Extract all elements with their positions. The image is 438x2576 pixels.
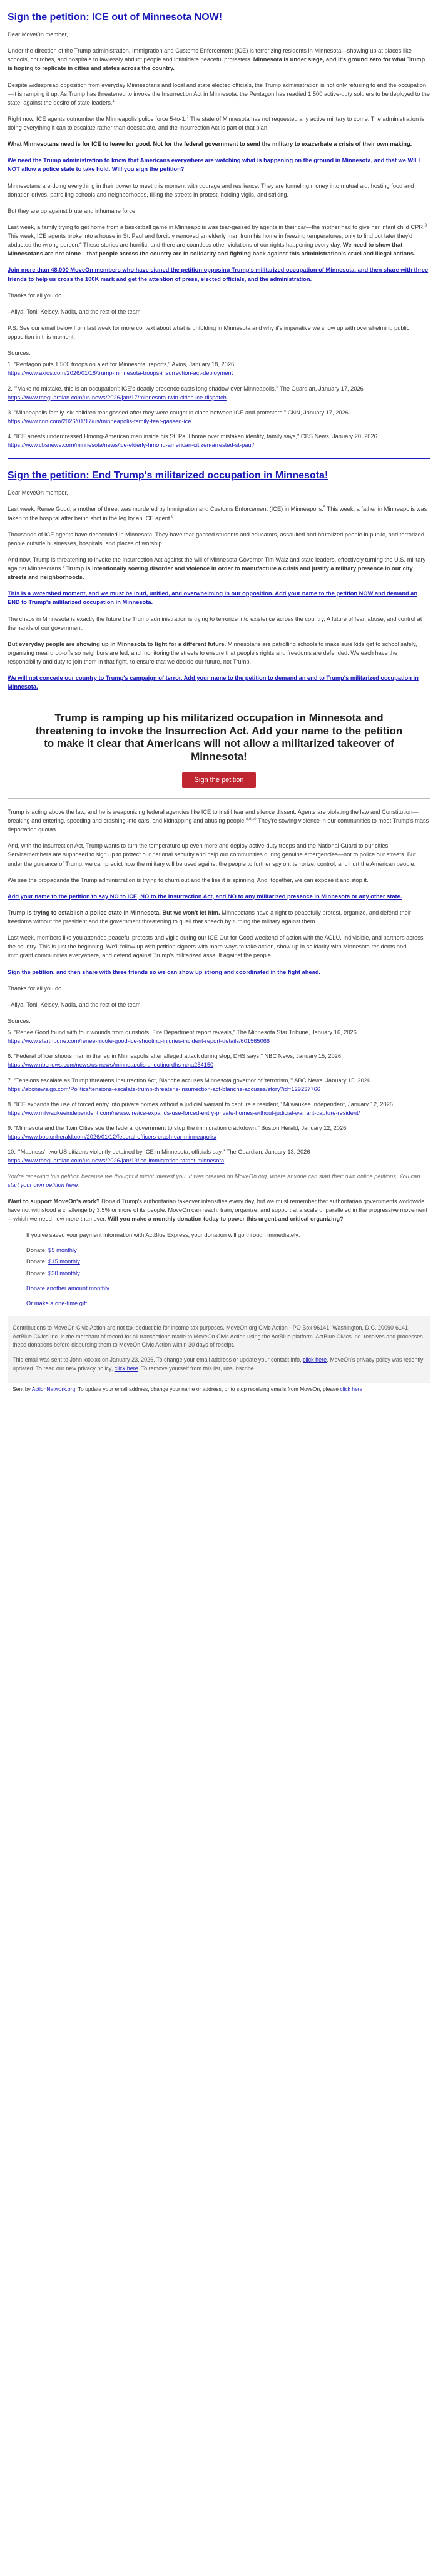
petition-link[interactable]: Sign the petition, and then share with three friends so we can show up strong and coordinated in the fight ahead. xyxy=(8,968,321,975)
source-item: 8. "ICE expands the use of forced entry into private homes without a judicial warrant to capture a resident," Milwaukee Independent, January 12, 2026 https://www.milwaukeeindependent.com/newswire/ice-expands-use-forced-entry-private-homes-without-judicial-warrant-capture-resident/ xyxy=(8,1100,430,1117)
privacy-click-here-link[interactable]: click here xyxy=(114,1365,138,1372)
paragraph: Trump is trying to establish a police state in Minnesota. But we won't let him. Minnesotans have a right to peacefully protest, organize, and defend their freedoms without the president and the government threatening to quell that speech by turning the military against them. xyxy=(8,909,411,925)
source-item: 10. "'Madness': two US citizens violently detained by ICE in Minnesota, officials say," The Guardian, January 13, 2026 https://www.theguardian.com/us-news/2026/jan/13/ice-immigration-target-minnesota xyxy=(8,1147,430,1165)
paragraph: And, with the Insurrection Act, Trump wants to turn the temperature up even more and deploy active-duty troops and the National Guard to our cities. Servicemembers are supposed to sign up to protect our national security and help our communities during genuine emergencies—not to police our streets. But under the guidance of Trump, we can predict how the military will be used against the people to further spy on, terrorize, control, and hurt the American people. xyxy=(8,843,416,867)
signature: –Aliya, Toni, Kelsey, Nadia, and the rest of the team xyxy=(8,308,141,315)
source-link[interactable]: https://www.milwaukeeindependent.com/newswire/ice-expands-use-forced-entry-private-homes-without-judicial-warrant-capture-resident/ xyxy=(8,1109,360,1116)
source-item: 6. "Federal officer shoots man in the leg in Minneapolis after alleged attack during stop, DHS says," NBC News, January 15, 2026 https://www.nbcnews.com/news/us-news/minneapolis-shooting-dhs-rcna254150 xyxy=(8,1052,430,1069)
sign-petition-button[interactable]: Sign the petition xyxy=(182,772,257,788)
paragraph: Last week, Renee Good, a mother of three, was murdered by Immigration and Customs Enforcement (ICE) in Minneapolis.$^5$ This week, a father in Minneapolis was taken to the hospital after being shot in the leg by an ICE agent.$^6$ xyxy=(8,506,427,521)
thanks: Thanks for all you do. xyxy=(8,985,63,992)
source-item: 1. "Pentagon puts 1,500 troops on alert for Minnesota: reports," Axios, January 18, 2026 https://www.axios.com/2026/01/18/trump-minnesota-troops-insurrection-act-deployment xyxy=(8,360,430,377)
source-item: 9. "Minnesota and the Twin Cities sue the federal government to stop the immigration crackdown," Boston Herald, January 12, 2026 https://www.bostonherald.com/2026/01/12/federal-officers-crash-car-minneapolis/ xyxy=(8,1124,430,1141)
source-link[interactable]: https://www.theguardian.com/us-news/2026/jan/17/minnesota-twin-cities-ice-dispatch xyxy=(8,394,227,401)
donate-other-link[interactable]: Donate another amount monthly xyxy=(26,1285,109,1291)
footer-contact: This email was sent to John xxxxxx on January 23, 2026. To change your email address or update your contact info, click here. MoveOn's privacy policy was recently updated. To read our new privacy policy, click here. To remove yourself from this list, unsubscribe. xyxy=(13,1356,424,1372)
petition-link[interactable]: This is a watershed moment, and we must be loud, unified, and overwhelming in our opposition. Add your name to the petition NOW and demand an END to Trump's militarized occupation in Minnesota. xyxy=(8,590,418,606)
paragraph: We see the propaganda the Trump administration is trying to churn out and the lies it is spinning. And, together, we can expose it and stop it. xyxy=(8,876,369,883)
paragraph: Under the direction of the Trump administration, Immigration and Customs Enforcement (ICE) is terrorizing residents in Minnesota—showing up at places like schools, churches, and hospitals to lawlessly abduct people and intimidate peaceful protesters. Minnesota is under siege, and it's ground zero for what Trump is hoping to replicate in cities and states across the country. xyxy=(8,48,425,72)
start-petition-link[interactable]: start your own petition here xyxy=(8,1181,78,1188)
paragraph: Despite widespread opposition from everyday Minnesotans and local and state elected officials, the Trump administration is not only refusing to end the occupation—it is ramping it up. As Trump has threatened to invoke the Insurrection Act in Minnesota, the Pentagon has readied 1,500 active-duty soldiers to be deployed to the state, against the desire of state leaders.$^1$ xyxy=(8,81,430,106)
donate-block xyxy=(26,1231,430,1308)
paragraph: Last week, members like you attended peaceful protests and vigils during our ICE Out for Good weekend of action with the ACLU, Indivisible, and partners across the country. This is just the beginning. We'll follow up with petition signers with more ways to take action, show up in solidarity with Minnesota residents and immigrant communities everywhere, and defend against Trump's militarized assault against the people. xyxy=(8,935,424,959)
petition-link[interactable]: Join more than 48,000 MoveOn members who have signed the petition opposing Trump's militarized occupation of Minnesota, and then share with three friends to help us cross the 100K mark and get the attention of press, elected officials, and the administration. xyxy=(8,267,429,282)
paragraph: But everyday people are showing up in Minnesota to fight for a different future. Minnesotans are patrolling schools to make sure kids get to school safely, organizing meal drop-offs so neighbors are fed, and monitoring the streets to ensure that people's rights and freedoms are defended. We each have the responsibility and duty to join them in that fight, to ensure that we decide our future, not Trump. xyxy=(8,640,417,665)
paragraph: Right now, ICE agents outnumber the Minneapolis police force 5-to-1.$^2$ The state of Minnesota has not requested any active military to come. The administration is doing everything it can to escalate rather than deescalate, and the Insurrection Act is part of that plan. xyxy=(8,115,425,131)
source-item: 2. "'Make no mistake, this is an occupation': ICE's deadly presence casts long shadow over Minneapolis," The Guardian, January 17, 2026 https://www.theguardian.com/us-news/2026/jan/17/minnesota-twin-cities-ice-dispatch xyxy=(8,384,430,402)
callout-text: Trump is ramping up his militarized occupation in Minnesota and threatening to invoke the Insurrection Act. Add your name to the petition to make it clear that Americans will not allow a militarized takeover of Minnesota! xyxy=(35,712,403,762)
source-item: 3. "Minneapolis family, six children tear-gassed after they were caught in clash between ICE and protesters," CNN, January 17, 2026 https://www.cnn.com/2026/01/17/us/minneapolis-family-tear-gassed-ice xyxy=(8,408,430,426)
support-paragraph: Want to support MoveOn's work? Donald Trump's authoritarian takeover intensifies every day, but we must remember that authoritarian governments worldwide have not withstood a challenge by 3.5% or more of its people. MoveOn can reach, train, organize, and support at a scale unparalleled in the progressive movement—which we need now more than ever. Will you make a monthly donation today to power this urgent and critical organizing? xyxy=(8,1198,427,1223)
source-link[interactable]: https://www.cbsnews.com/minnesota/news/ice-elderly-hmong-american-citizen-arrested-st-paul/ xyxy=(8,442,255,449)
unsubscribe-click-here-link[interactable]: click here xyxy=(340,1386,363,1393)
source-link[interactable]: https://www.startribune.com/renee-nicole-good-ice-shooting-injuries-incident-report-details/601565066 xyxy=(8,1038,270,1045)
sources-list-1 xyxy=(8,360,430,449)
paragraph: What Minnesotans need is for ICE to leave for good. Not for the federal government to send the military to exacerbate a crisis of their own making. xyxy=(8,141,412,148)
greeting: Dear MoveOn member, xyxy=(8,490,68,496)
headline-2[interactable]: Sign the petition: End Trump's militarized occupation in Minnesota! xyxy=(8,470,328,481)
actionnetwork-link[interactable]: ActionNetwork.org xyxy=(31,1386,76,1393)
petition-link[interactable]: We need the Trump administration to know that Americans everywhere are watching what is happening on the ground in Minnesota, and that we WILL NOT allow a police state to take hold. Will you sign the petition? xyxy=(8,157,422,173)
donate-5-link[interactable]: $5 monthly xyxy=(48,1247,77,1254)
donate-30-link[interactable]: $30 monthly xyxy=(48,1270,80,1276)
source-link[interactable]: https://www.nbcnews.com/news/us-news/minneapolis-shooting-dhs-rcna254150 xyxy=(8,1062,214,1069)
paragraph: Minnesotans are doing everything in their power to meet this moment with courage and resilience. They are funneling money into mutual aid, hosting food and donation drives, patrolling schools and neighborhoods, filling the streets in protest, holding vigils, and striking. xyxy=(8,182,414,198)
source-link[interactable]: https://www.theguardian.com/us-news/2026/jan/13/ice-immigration-target-minnesota xyxy=(8,1157,225,1164)
footer-legal: Contributions to MoveOn Civic Action are not tax-deductible for income tax purposes. MoveOn.org Civic Action - PO Box 96141, Washington, D.C. 20090-6141. ActBlue Civics Inc. is the merchant of record for all transactions made to MoveOn Civic Action using the ActBlue platform. ActBlue Civics Inc. receives and processes these donations before disbursing them to MoveOn Civic Action within 30 days of receipt. xyxy=(13,1324,423,1348)
headline-1[interactable]: Sign the petition: ICE out of Minnesota NOW! xyxy=(8,12,223,23)
donate-intro: If you've saved your payment information with ActBlue Express, your donation will go through immediately: xyxy=(26,1232,300,1239)
unsubscribe-bar: Sent by ActionNetwork.org. To update your email address, change your name or address, or to stop receiving emails from MoveOn, please click here xyxy=(13,1386,363,1393)
donate-option: Donate: $30 monthly xyxy=(26,1270,80,1276)
paragraph: Trump is acting above the law, and he is weaponizing federal agencies like ICE to instill fear and silence dissent. Agents are violating the law and Constitution—breaking and entering, speeding and crashing into cars, and kidnapping and abusing people.$^{8,9,10}$ They're sowing violence in our communities to meet Trump's mass deportation quotas. xyxy=(8,808,429,833)
petition-link[interactable]: We will not concede our country to Trump's campaign of terror. Add your name to the petition to demand an end to Trump's militarized occupation in Minnesota. xyxy=(8,675,419,690)
source-item: 4. "ICE arrests underdressed Hmong-American man inside his St. Paul home over mistaken identity, family says," CBS News, January 20, 2026 https://www.cbsnews.com/minnesota/news/ice-elderly-hmong-american-citizen-arrested-st-paul/ xyxy=(8,432,430,449)
paragraph: But they are up against brute and inhumane force. xyxy=(8,207,137,214)
paragraph: The chaos in Minnesota is exactly the future the Trump administration is trying to terrorize into existence across the country. A future of fear, abuse, and control at the hands of our government. xyxy=(8,615,422,631)
source-link[interactable]: https://abcnews.go.com/Politics/tensions-escalate-trump-threatens-insurrection-act-blanche-accuses/story?id=129237766 xyxy=(8,1085,320,1092)
sources-list-2 xyxy=(8,1028,430,1166)
source-item: 5. "Renee Good found with four wounds from gunshots, Fire Department report reveals," The Minnesota Star Tribune, January 16, 2026 https://www.startribune.com/renee-nicole-good-ice-shooting-injuries-incident-report-details/601565066 xyxy=(8,1028,430,1045)
paragraph: Thousands of ICE agents have descended in Minnesota. They have tear-gassed students and educators, assaulted and brutalized people in public, and terrorized people outside businesses, hospitals, and places of worship. xyxy=(8,531,425,547)
donate-option: Donate: $15 monthly xyxy=(26,1258,80,1265)
donate-15-link[interactable]: $15 monthly xyxy=(48,1258,80,1265)
sources-label: Sources: xyxy=(8,1017,31,1024)
contact-click-here-link[interactable]: click here xyxy=(303,1356,327,1363)
signature: –Aliya, Toni, Kelsey, Nadia, and the rest of the team xyxy=(8,1001,141,1008)
source-link[interactable]: https://www.bostonherald.com/2026/01/12/federal-officers-crash-car-minneapolis/ xyxy=(8,1134,217,1141)
section-divider xyxy=(8,458,430,459)
sources-label: Sources: xyxy=(8,350,31,357)
petition-callout xyxy=(8,700,430,799)
postscript: P.S. See our email below from last week for more context about what is unfolding in Minnesota and why it's imperative we show up with overwhelming public opposition in this moment. xyxy=(8,324,410,340)
receiving-note: You're receiving this petition because we thought it might interest you. It was created on MoveOn.org, where anyone can start their own online petitions. You can start your own petition here. xyxy=(8,1173,420,1188)
footer xyxy=(8,1316,430,1383)
donate-option: Donate: $5 monthly xyxy=(26,1247,77,1254)
donate-other xyxy=(26,1284,430,1293)
donate-once xyxy=(26,1299,430,1308)
source-item: 7. "Tensions escalate as Trump threatens Insurrection Act, Blanche accuses Minnesota governor of 'terrorism,'" ABC News, January 15, 2026 https://abcnews.go.com/Politics/tensions-escalate-trump-threatens-insurrection-act-blanche-accuses/story?id=129237766 xyxy=(8,1076,430,1094)
paragraph: Last week, a family trying to get home from a basketball game in Minneapolis was tear-gassed by agents in their car—the mother had to give her infant child CPR.$^3$ This week, ICE agents broke into a house in St. Paul and forcibly removed an elderly man from his home in freezing temperatures; only to find out later they'd abducted the wrong person.$^4$ These stories are horrific, and there are countless other violations of our rights happening every day. We need to show that Minnesotans are not alone—that people across the country are in solidarity and fighting back against this administration's cruel and illegal actions. xyxy=(8,223,427,257)
petition-link[interactable]: Add your name to the petition to say NO to ICE, NO to the Insurrection Act, and NO to any militarized presence in Minnesota or any other state. xyxy=(8,893,402,900)
thanks: Thanks for all you do. xyxy=(8,292,63,299)
source-link[interactable]: https://www.cnn.com/2026/01/17/us/minneapolis-family-tear-gassed-ice xyxy=(8,418,191,424)
greeting: Dear MoveOn member, xyxy=(8,31,68,38)
email-body xyxy=(8,0,430,1400)
donate-once-link[interactable]: Or make a one-time gift xyxy=(26,1300,88,1306)
paragraph: And now, Trump is threatening to invoke the Insurrection Act against the will of Minnesota Governor Tim Walz and state leaders, effectively turning the U.S. military against Minnesotans.$^7$ Trump is intentionally sowing disorder and violence in order to manufacture a crisis and justify a military presence in our city streets and neighborhoods. xyxy=(8,556,426,581)
source-link[interactable]: https://www.axios.com/2026/01/18/trump-minnesota-troops-insurrection-act-deployment xyxy=(8,370,233,377)
